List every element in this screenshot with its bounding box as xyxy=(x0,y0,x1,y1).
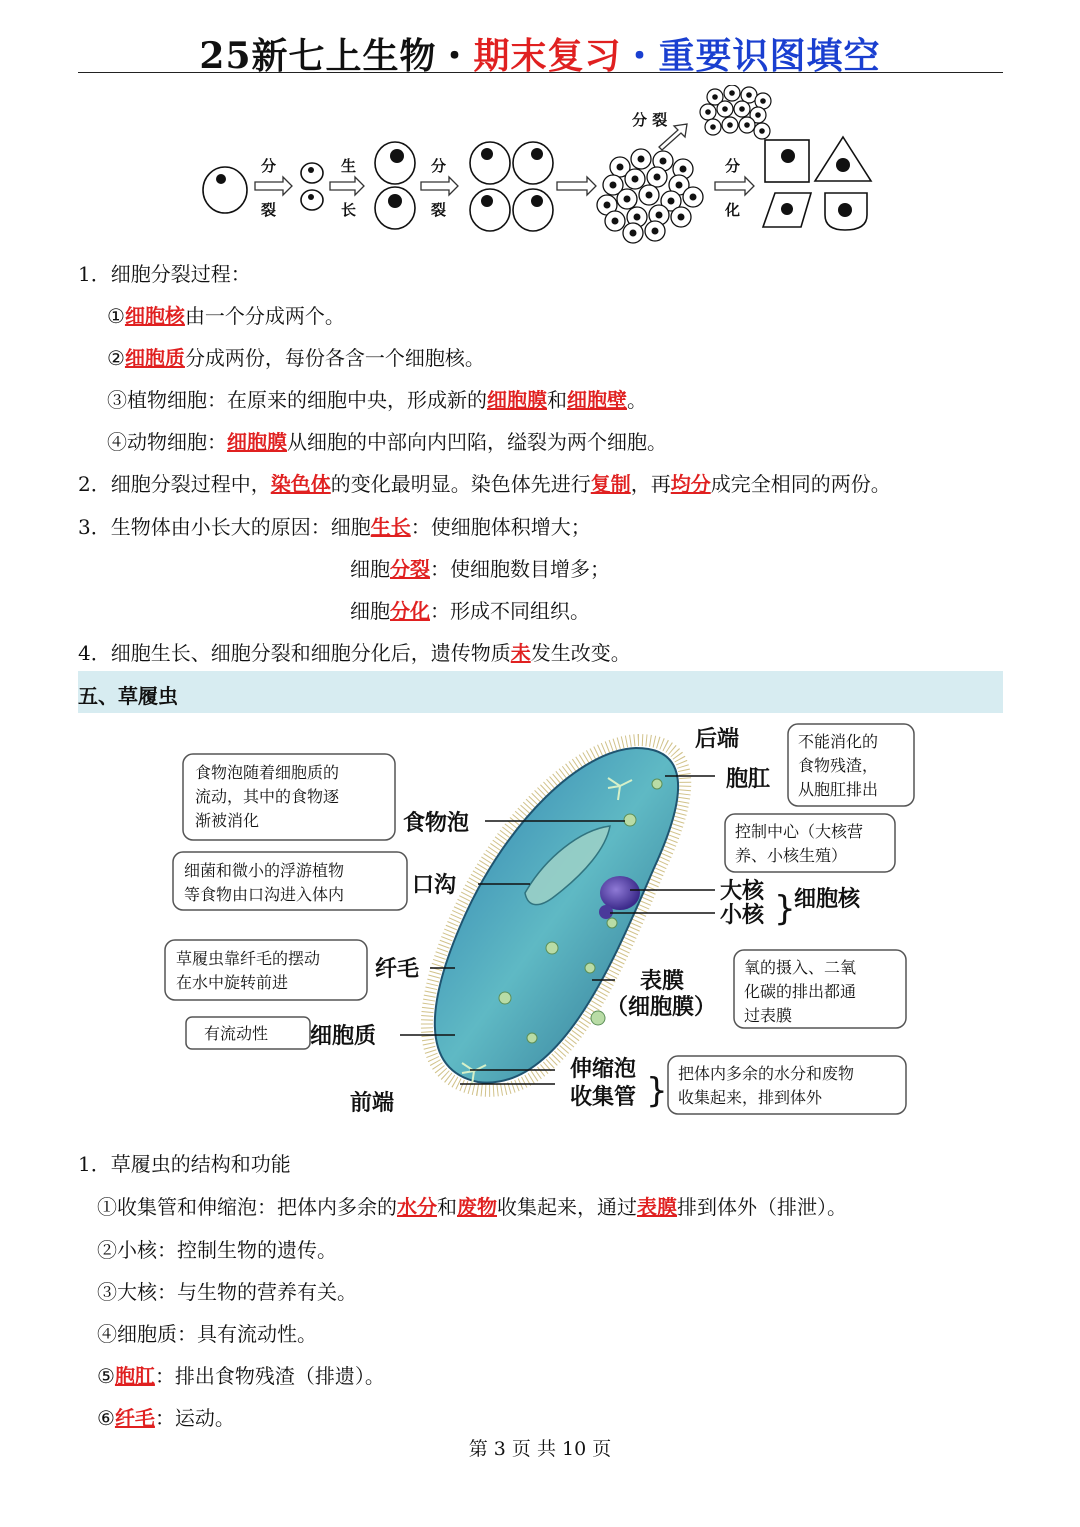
arrow-label-bottom-3: 裂 xyxy=(431,201,447,219)
note-oral-groove-2: 等食物由口沟进入体内 xyxy=(184,885,345,904)
q4: 4．细胞生长、细胞分裂和细胞分化后，遗传物质未发生改变。 xyxy=(78,641,631,665)
page-footer: 第 3 页 共 10 页 xyxy=(468,1438,612,1460)
note-contractile-2: 收集起来，排到体外 xyxy=(678,1088,823,1107)
upper-split-label: 分 裂 xyxy=(632,111,668,129)
brace-nucleus: } xyxy=(774,889,796,929)
label-rear: 后端 xyxy=(695,726,740,752)
s5-q1-lead: 1．草履虫的结构和功能 xyxy=(78,1152,291,1176)
label-food-vacuole: 食物泡 xyxy=(403,810,470,836)
label-micronucleus: 小核 xyxy=(720,902,765,928)
note-anal-pore-3: 从胞肛排出 xyxy=(798,780,879,799)
paramecium-diagram xyxy=(160,718,920,1128)
label-nucleus: 细胞核 xyxy=(794,886,861,912)
note-membrane-2: 化碳的排出都通 xyxy=(744,982,857,1001)
note-anal-pore-2: 食物残渣， xyxy=(798,756,879,775)
label-anal-pore: 胞肛 xyxy=(726,766,771,792)
note-food-vacuole-2: 流动，其中的食物逐 xyxy=(195,787,340,806)
note-food-vacuole-3: 渐被消化 xyxy=(195,811,260,830)
label-membrane: 表膜 xyxy=(640,968,685,994)
note-cilia-1: 草履虫靠纤毛的摆动 xyxy=(176,949,321,968)
label-cilia: 纤毛 xyxy=(375,956,420,982)
label-contractile-vacuole: 伸缩泡 xyxy=(570,1056,637,1082)
label-front: 前端 xyxy=(350,1090,395,1116)
label-cytoplasm: 细胞质 xyxy=(310,1023,377,1049)
q1-item-1: ①细胞核由一个分成两个。 xyxy=(107,304,345,328)
q1-lead: 1．细胞分裂过程： xyxy=(78,262,251,286)
s5-item-2: ②小核：控制生物的遗传。 xyxy=(97,1238,337,1262)
q3-line-3: 细胞分化：形成不同组织。 xyxy=(350,599,590,623)
note-membrane-1: 氧的摄入、二氧 xyxy=(744,958,857,977)
arrow-label-top-3: 分 xyxy=(431,157,447,175)
note-membrane-3: 过表膜 xyxy=(744,1006,793,1025)
q2: 2．细胞分裂过程中，染色体的变化最明显。染色体先进行复制，再均分成完全相同的两份。 xyxy=(78,472,891,496)
arrow-label-bottom-2: 长 xyxy=(341,201,357,219)
note-nucleus-1: 控制中心（大核营 xyxy=(735,822,864,841)
arrow-label-top-1: 分 xyxy=(261,157,277,175)
s5-item-1: ①收集管和伸缩泡：把体内多余的水分和废物收集起来，通过表膜排到体外（排泄）。 xyxy=(97,1195,847,1219)
note-anal-pore-1: 不能消化的 xyxy=(798,732,879,751)
arrow-label-top-2: 生 xyxy=(341,157,357,175)
note-cilia-2: 在水中旋转前进 xyxy=(176,973,289,992)
arrow-label-bottom-1: 裂 xyxy=(261,201,277,219)
q1-item-3: ③植物细胞：在原来的细胞中央，形成新的细胞膜和细胞壁。 xyxy=(107,388,647,412)
label-macronucleus: 大核 xyxy=(720,878,765,904)
note-cytoplasm: 有流动性 xyxy=(204,1024,269,1043)
brace-contractile: } xyxy=(646,1071,668,1111)
paramecium-body xyxy=(435,748,678,1083)
label-collecting-canal: 收集管 xyxy=(570,1084,637,1110)
note-oral-groove-1: 细菌和微小的浮游植物 xyxy=(184,861,345,880)
q3-line-1: 3．生物体由小长大的原因：细胞生长：使细胞体积增大； xyxy=(78,515,591,539)
s5-item-5: ⑤胞肛：排出食物残渣（排遗）。 xyxy=(97,1364,385,1388)
s5-item-3: ③大核：与生物的营养有关。 xyxy=(97,1280,357,1304)
arrow-label-bottom-4: 化 xyxy=(725,201,741,219)
section-heading: 五、草履虫 xyxy=(78,684,178,708)
macronucleus xyxy=(600,876,640,910)
s5-item-4: ④细胞质：具有流动性。 xyxy=(97,1322,317,1346)
s5-item-6: ⑥纤毛：运动。 xyxy=(97,1406,235,1430)
label-oral-groove: 口沟 xyxy=(412,872,457,898)
note-food-vacuole-1: 食物泡随着细胞质的 xyxy=(195,763,340,782)
section-heading-bar xyxy=(78,671,1003,713)
note-nucleus-2: 养、小核生殖） xyxy=(735,846,848,865)
label-membrane-alt: （细胞膜） xyxy=(606,994,717,1020)
note-contractile-1: 把体内多余的水分和废物 xyxy=(678,1064,855,1083)
q1-item-2: ②细胞质分成两份，每份各含一个细胞核。 xyxy=(107,346,485,370)
cell-division-diagram xyxy=(195,85,885,245)
micronucleus xyxy=(599,905,613,919)
title-rule xyxy=(78,72,1003,73)
page-title: 25新七上生物・期末复习・重要识图填空 xyxy=(199,35,881,77)
arrow-label-top-4: 分 xyxy=(725,157,741,175)
q3-line-2: 细胞分裂：使细胞数目增多； xyxy=(350,557,610,581)
q1-item-4: ④动物细胞：细胞膜从细胞的中部向内凹陷，缢裂为两个细胞。 xyxy=(107,430,667,454)
